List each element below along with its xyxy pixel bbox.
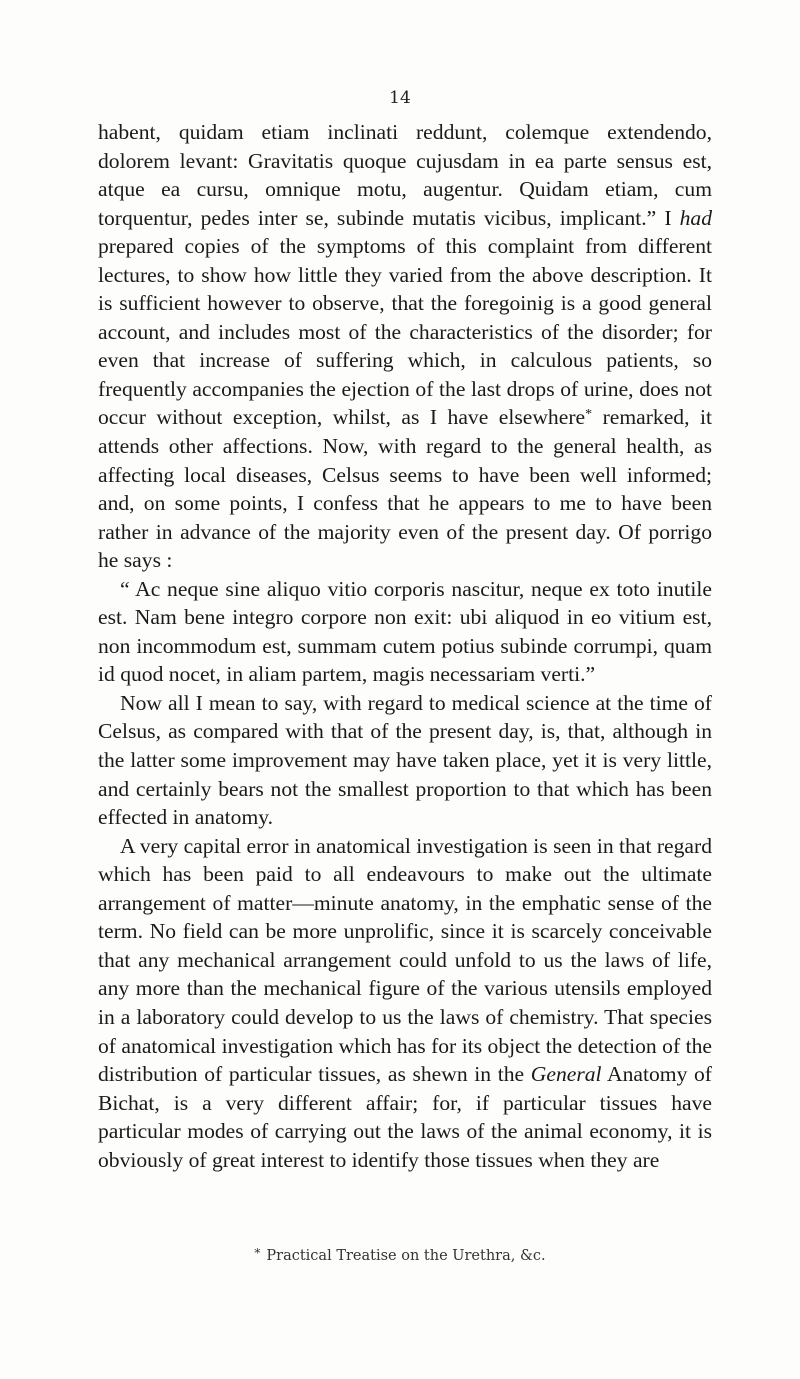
footnote [0,1246,800,1264]
body-text [98,118,712,1174]
emphasis-text: had [679,205,712,230]
paragraph-text: A very capital error in anatomical investigation is seen in that regard which has been paid to all endeavours to make out the ultimate arrangement of matter—minute anatomy, in the emphatic sense of the term. No field can be more unprolific, since it is scarcely conceivable that any mechanical arrangement could unfold to us the laws of life, any more than the mechanical figure of the various utensils employed in a laboratory could develop to us the laws of chemistry. That species of anatomical investigation which has for its object the detection of the distribution of particular tissues, as shewn in the [98,833,712,1087]
paragraph-text: habent, quidam etiam inclinati reddunt, colemque extendendo, dolorem levant: Gravitatis quoque cujusdam in ea parte sensus est, atque ea cursu, omnique motu, augentur. Quidam etiam, cum torquentur, pedes inter se, subinde mutatis vicibus, implicant.” I [98,120,712,230]
footnote-text: Practical Treatise on the Urethra, &c. [266,1248,546,1264]
paragraph-continuation [98,118,712,575]
paragraph-quote: “ Ac neque sine aliquo vitio corporis nascitur, neque ex toto inutile est. Nam bene integro corpore non exit: ubi aliquod in eo vitium est, non incommodum est, summam cutem potius subinde corrumpi, quam id quod nocet, in aliam partem, magis necessariam verti.” [98,576,712,687]
paragraph: Now all I mean to say, with regard to medical science at the time of Celsus, as compared with that of the present day, is, that, although in the latter some improvement may have taken place, yet it is very little, and certainly bears not the smallest proportion to that which has been effected in anatomy. [98,690,712,830]
emphasis-text: General [530,1062,602,1087]
paragraph [98,832,712,1175]
paragraph-text: remarked, it attends other affections. Now, with regard to the general health, as affecting local diseases, Celsus seems to have been well informed; and, on some points, I confess that he appears to me to have been rather in advance of the majority even of the present day. Of porrigo he says : [98,405,712,573]
paragraph-text: prepared copies of the symptoms of this complaint from different lectures, to show how little they varied from the above description. It is sufficient however to observe, that the foregoinig is a good general account, and includes most of the characteristics of the disorder; for even that increase of suffering which, in calculous patients, so frequently accompanies the ejection of the last drops of urine, does not occur without exception, whilst, as I have elsewhere [98,234,712,430]
footnote-reference: * [585,407,593,423]
page-number: 14 [389,88,411,108]
footnote-mark: * [254,1246,261,1260]
paragraph-text: Anatomy of Bichat, is a very different affair; for, if particular tissues have particular modes of carrying out the laws of the animal economy, it is obviously of great interest to identify those tissues when they are [98,1062,712,1172]
